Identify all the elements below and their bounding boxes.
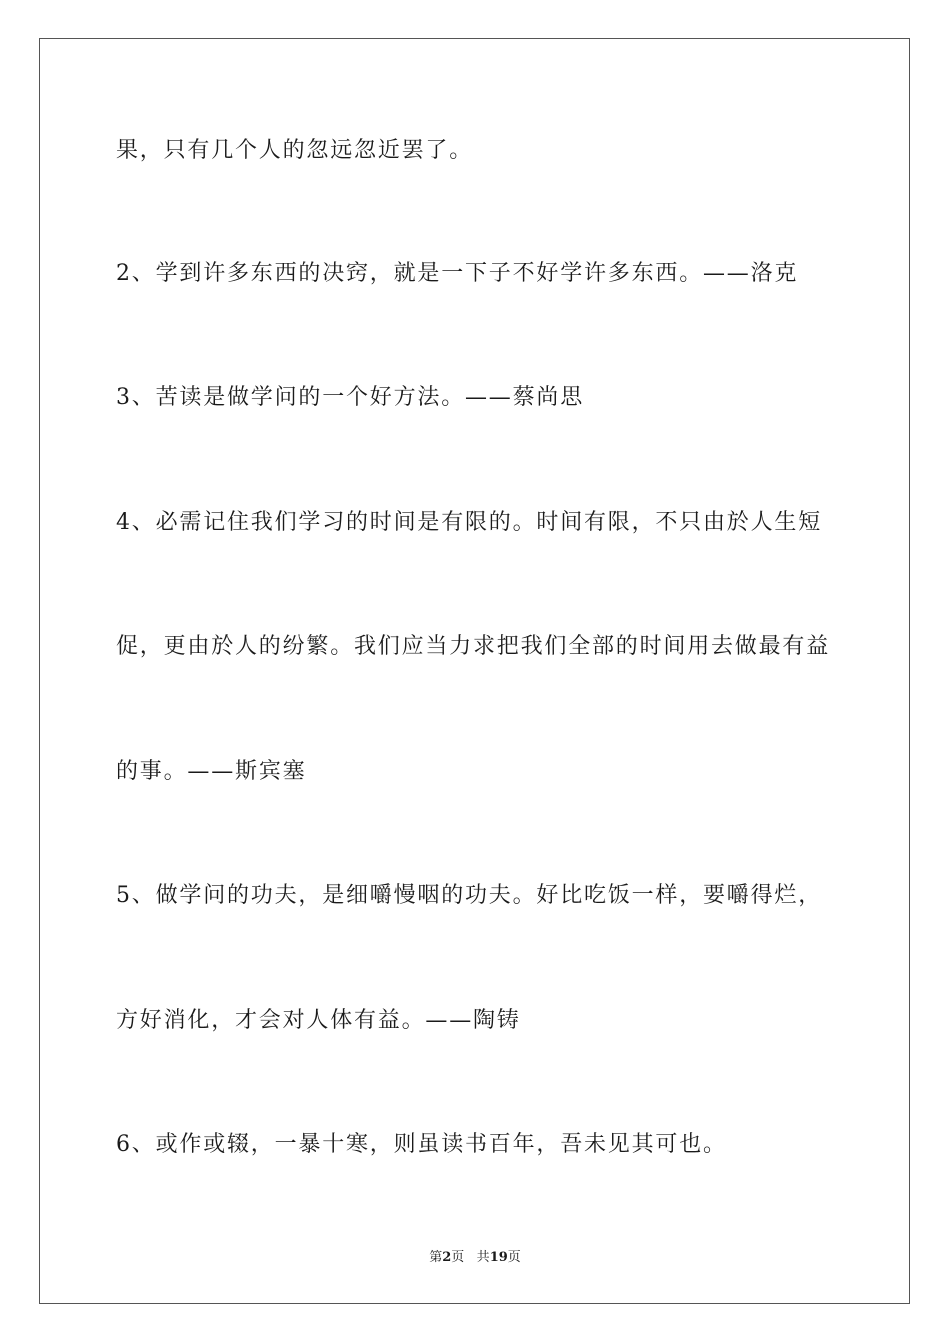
text-line-7: 5、做学问的功夫，是细嚼慢咽的功夫。好比吃饭一样，要嚼得烂， bbox=[116, 883, 822, 908]
total-pages: 19 bbox=[489, 1250, 508, 1265]
total-prefix: 共 bbox=[476, 1250, 490, 1265]
text-line-8: 方好消化，才会对人体有益。——陶铸 bbox=[116, 1008, 521, 1033]
page-prefix: 第 bbox=[429, 1250, 443, 1265]
page-number: 2 bbox=[442, 1250, 452, 1265]
total-suffix: 页 bbox=[507, 1250, 521, 1265]
text-line-2: 2、学到许多东西的决窍，就是一下子不好学许多东西。——洛克 bbox=[116, 261, 799, 286]
page-suffix: 页 bbox=[451, 1250, 465, 1265]
text-line-1: 果，只有几个人的忽远忽近罢了。 bbox=[116, 138, 474, 163]
text-line-4: 4、必需记住我们学习的时间是有限的。时间有限，不只由於人生短 bbox=[116, 510, 822, 535]
page-border bbox=[39, 38, 910, 1304]
text-line-5: 促，更由於人的纷繁。我们应当力求把我们全部的时间用去做最有益 bbox=[116, 634, 831, 659]
page-footer bbox=[0, 1246, 950, 1265]
text-line-9: 6、或作或辍，一暴十寒，则虽读书百年，吾未见其可也。 bbox=[116, 1132, 727, 1157]
text-line-6: 的事。——斯宾塞 bbox=[116, 759, 307, 784]
text-line-3: 3、苦读是做学问的一个好方法。——蔡尚思 bbox=[116, 385, 584, 410]
